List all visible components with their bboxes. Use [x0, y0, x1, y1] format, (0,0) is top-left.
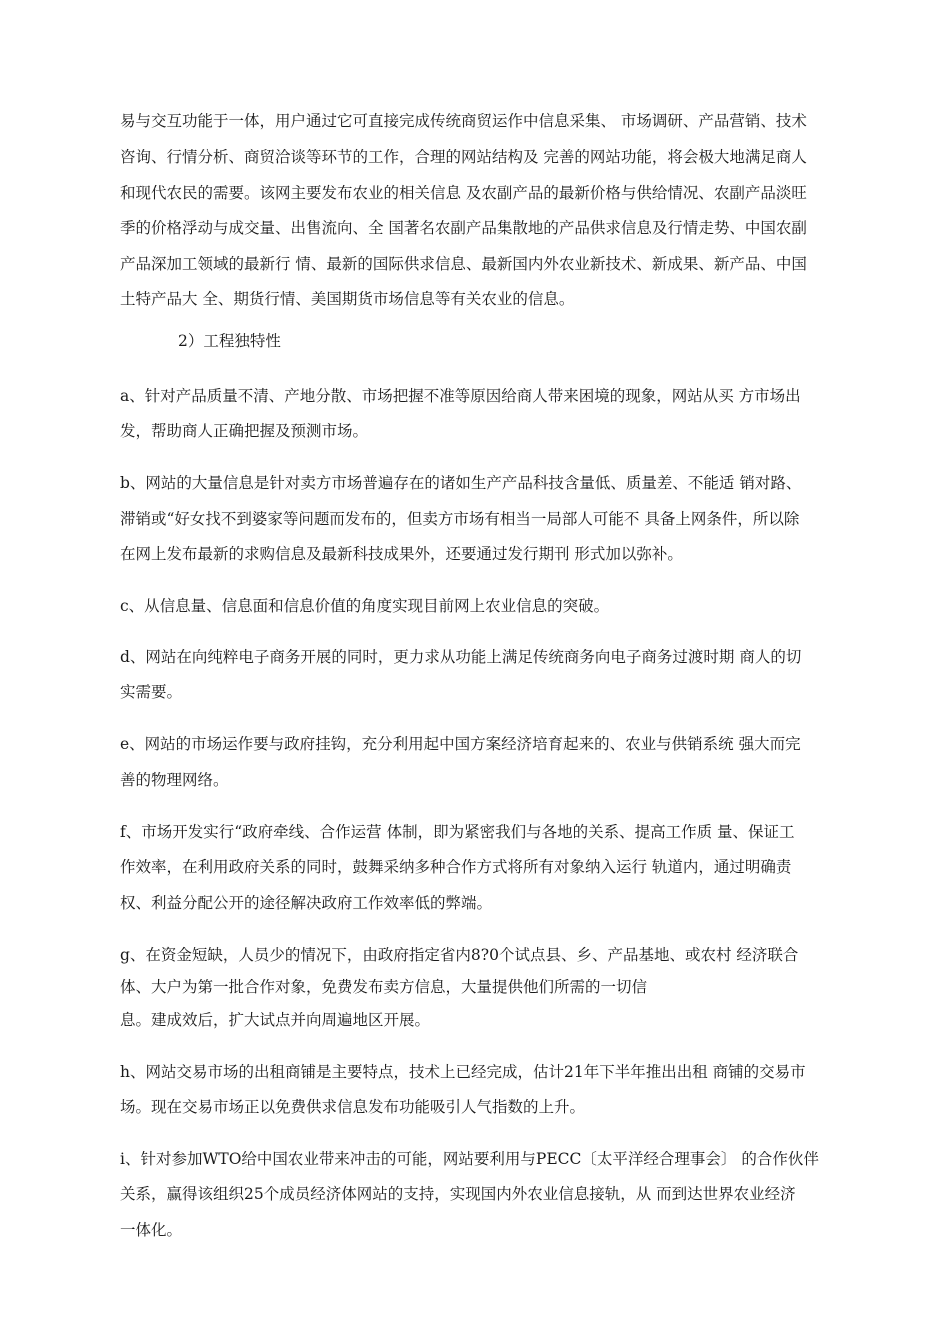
item-g-line: 体、大户为第一批合作对象，免费发布卖方信息，大量提供他们所需的一切信 [120, 978, 648, 996]
item-b-line: 滞销或“好女找不到婆家等问题而发布的，但卖方市场有相当一局部人可能不 具备上网条件，所以除 [120, 510, 800, 528]
item-a-line: 发，帮助商人正确把握及预测市场。 [120, 422, 369, 440]
intro-line: 季的价格浮动与成交量、出售流向、全 国著名农副产品集散地的产品供求信息及行情走势、中国农副 [120, 219, 807, 237]
item-h-line: 场。现在交易市场正以免费供求信息发布功能吸引人气指数的上升。 [120, 1098, 586, 1116]
item-a-line: a、针对产品质量不清、产地分散、市场把握不准等原因给商人带来困境的现象，网站从买 方市场出 [120, 387, 801, 405]
item-d-line: 实需要。 [120, 683, 183, 701]
item-b-line: 在网上发布最新的求购信息及最新科技成果外，还要通过发行期刊 形式加以弥补。 [120, 545, 683, 563]
item-e-line: e、网站的市场运作要与政府挂钩，充分利用起中国方案经济培育起来的、农业与供销系统 强大而完 [120, 735, 801, 753]
item-c-line: c、从信息量、信息面和信息价值的角度实现目前网上农业信息的突破。 [120, 597, 610, 615]
item-g-line: 息。建成效后，扩大试点并向周遍地区开展。 [120, 1011, 431, 1029]
item-g-line: g、在资金短缺，人员少的情况下，由政府指定省内8?0个试点县、乡、产品基地、或农村 经济联合 [120, 946, 799, 964]
item-h-line: h、网站交易市场的出租商铺是主要特点，技术上已经完成，估计21年下半年推出出租 商铺的交易市 [120, 1063, 806, 1081]
intro-line: 和现代农民的需要。该网主要发布农业的相关信息 及农副产品的最新价格与供给情况、农副产品淡旺 [120, 184, 807, 202]
item-f-line: f、市场开发实行“政府牵线、合作运营 体制，即为紧密我们与各地的关系、提高工作质 量、保证工 [120, 823, 795, 841]
intro-line: 土特产品大 全、期货行情、美国期货市场信息等有关农业的信息。 [120, 290, 575, 308]
item-e-line: 善的物理网络。 [120, 771, 229, 789]
intro-line: 咨询、行情分析、商贸洽谈等环节的工作，合理的网站结构及 完善的网站功能，将会极大地满足商人 [120, 148, 807, 166]
item-i-line: 一体化。 [120, 1221, 183, 1239]
item-b-line: b、网站的大量信息是针对卖方市场普遍存在的诸如生产产品科技含量低、质量差、不能适 销对路、 [120, 474, 802, 492]
section-heading: 2）工程独特性 [178, 332, 281, 350]
item-f-line: 权、利益分配公开的途径解决政府工作效率低的弊端。 [120, 894, 493, 912]
intro-line: 易与交互功能于一体，用户通过它可直接完成传统商贸运作中信息采集、 市场调研、产品营销、技术 [120, 112, 807, 130]
intro-line: 产品深加工领域的最新行 情、最新的国际供求信息、最新国内外农业新技术、新成果、新产品、中国 [120, 255, 807, 273]
item-i-line: i、针对参加WTO给中国农业带来冲击的可能，网站要利用与PECC〔太平洋经合理事会〕 的合作伙伴 [120, 1150, 819, 1168]
item-d-line: d、网站在向纯粹电子商务开展的同时，更力求从功能上满足传统商务向电子商务过渡时期 商人的切 [120, 648, 802, 666]
item-f-line: 作效率，在利用政府关系的同时，鼓舞采纳多种合作方式将所有对象纳入运行 轨道内，通过明确责 [120, 858, 792, 876]
item-i-line: 关系，赢得该组织25个成员经济体网站的支持，实现国内外农业信息接轨，从 而到达世界农业经济 [120, 1185, 796, 1203]
